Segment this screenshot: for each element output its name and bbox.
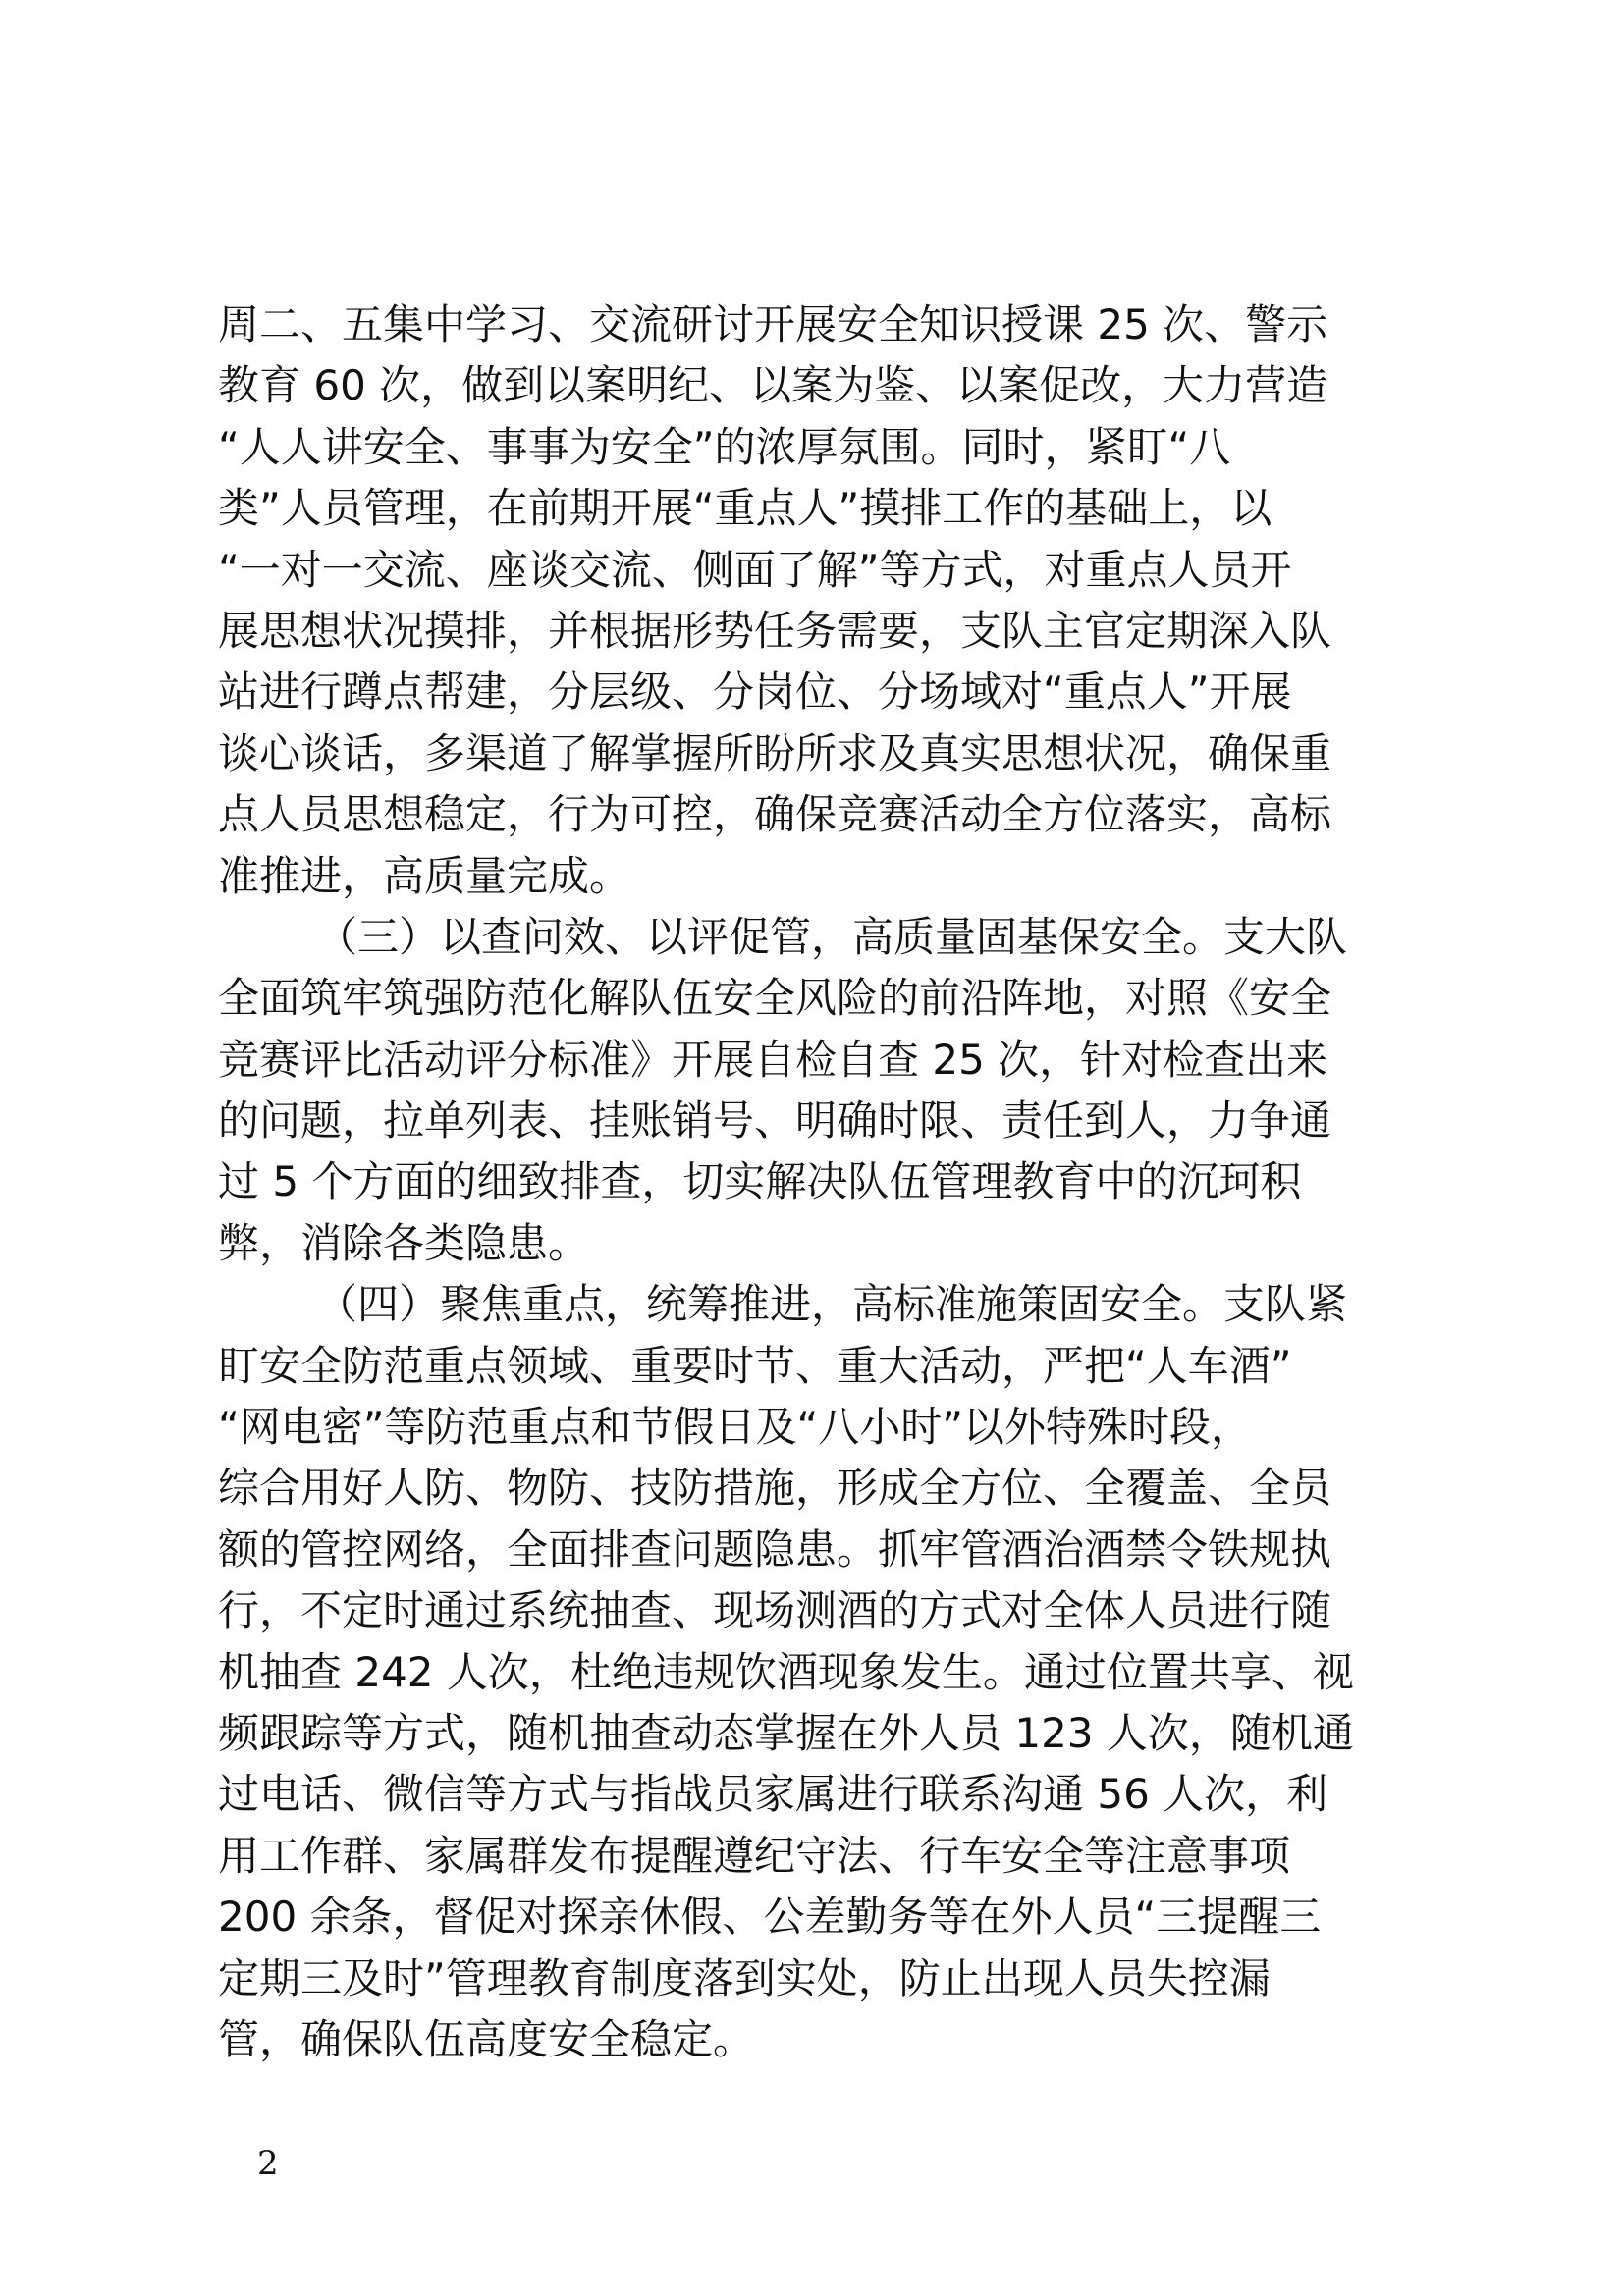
text-line: 全面筑牢筑强防范化解队伍安全风险的前沿阵地，对照《安全 — [218, 974, 1332, 1023]
text-line: 机抽查 242 人次，杜绝违规饮酒现象发生。通过位置共享、视 — [218, 1647, 1354, 1696]
text-line: 管，确保队伍高度安全稳定。 — [218, 2014, 755, 2063]
text-line: 定期三及时”管理教育制度落到实处，防止出现人员失控漏 — [218, 1953, 1271, 2002]
text-line: 周二、五集中学习、交流研讨开展安全知识授课 25 次、警示 — [218, 300, 1328, 348]
text-line: 竞赛评比活动评分标准》开展自检自查 25 次，针对检查出来 — [218, 1035, 1328, 1084]
text-line: 额的管控网络，全面排查问题隐患。抓牢管酒治酒禁令铁规执 — [218, 1524, 1332, 1574]
text-line: 弊，消除各类隐患。 — [218, 1218, 590, 1267]
text-line: （三）以查问效、以评促管，高质量固基保安全。支大队 — [316, 912, 1348, 961]
page-number: 2 — [257, 2144, 279, 2183]
text-line: 行，不定时通过系统抽查、现场测酒的方式对全体人员进行随 — [218, 1586, 1332, 1635]
text-line: 频跟踪等方式，随机抽查动态掌握在外人员 123 人次，随机通 — [218, 1708, 1354, 1757]
text-line: “网电密”等防范重点和节假日及“八小时”以外特殊时段， — [218, 1403, 1253, 1452]
text-line: （四）聚焦重点，统筹推进，高标准施策固安全。支队紧 — [316, 1280, 1348, 1329]
text-line: 200 余条，督促对探亲休假、公差勤务等在外人员“三提醒三 — [218, 1893, 1322, 1942]
text-line: 谈心谈话，多渠道了解掌握所盼所求及真实思想状况，确保重 — [218, 728, 1332, 777]
text-line: 综合用好人防、物防、技防措施，形成全方位、全覆盖、全员 — [218, 1464, 1332, 1513]
text-line: 盯安全防范重点领域、重要时节、重大活动，严把“人车酒” — [218, 1341, 1292, 1390]
text-line: 的问题，拉单列表、挂账销号、明确时限、责任到人，力争通 — [218, 1096, 1332, 1146]
text-line: 过 5 个方面的细致排查，切实解决队伍管理教育中的沉珂积 — [218, 1157, 1302, 1206]
body-text — [218, 294, 1426, 2070]
text-line: “一对一交流、座谈交流、侧面了解”等方式，对重点人员开 — [218, 545, 1292, 594]
text-line: 过电话、微信等方式与指战员家属进行联系沟通 56 人次，利 — [218, 1770, 1328, 1819]
text-line: 准推进，高质量完成。 — [218, 851, 631, 900]
text-line: 教育 60 次，做到以案明纪、以案为鉴、以案促改，大力营造 — [218, 361, 1328, 410]
text-line: 站进行蹲点帮建，分层级、分岗位、分场域对“重点人”开展 — [218, 667, 1292, 717]
text-line: 展思想状况摸排，并根据形势任务需要，支队主官定期深入队 — [218, 606, 1332, 655]
text-line: “人人讲安全、事事为安全”的浓厚氛围。同时，紧盯“八 — [218, 422, 1231, 471]
text-line: 类”人员管理，在前期开展“重点人”摸排工作的基础上，以 — [218, 484, 1272, 533]
text-line: 用工作群、家属群发布提醒遵纪守法、行车安全等注意事项 — [218, 1831, 1291, 1880]
text-line: 点人员思想稳定，行为可控，确保竞赛活动全方位落实，高标 — [218, 790, 1332, 839]
